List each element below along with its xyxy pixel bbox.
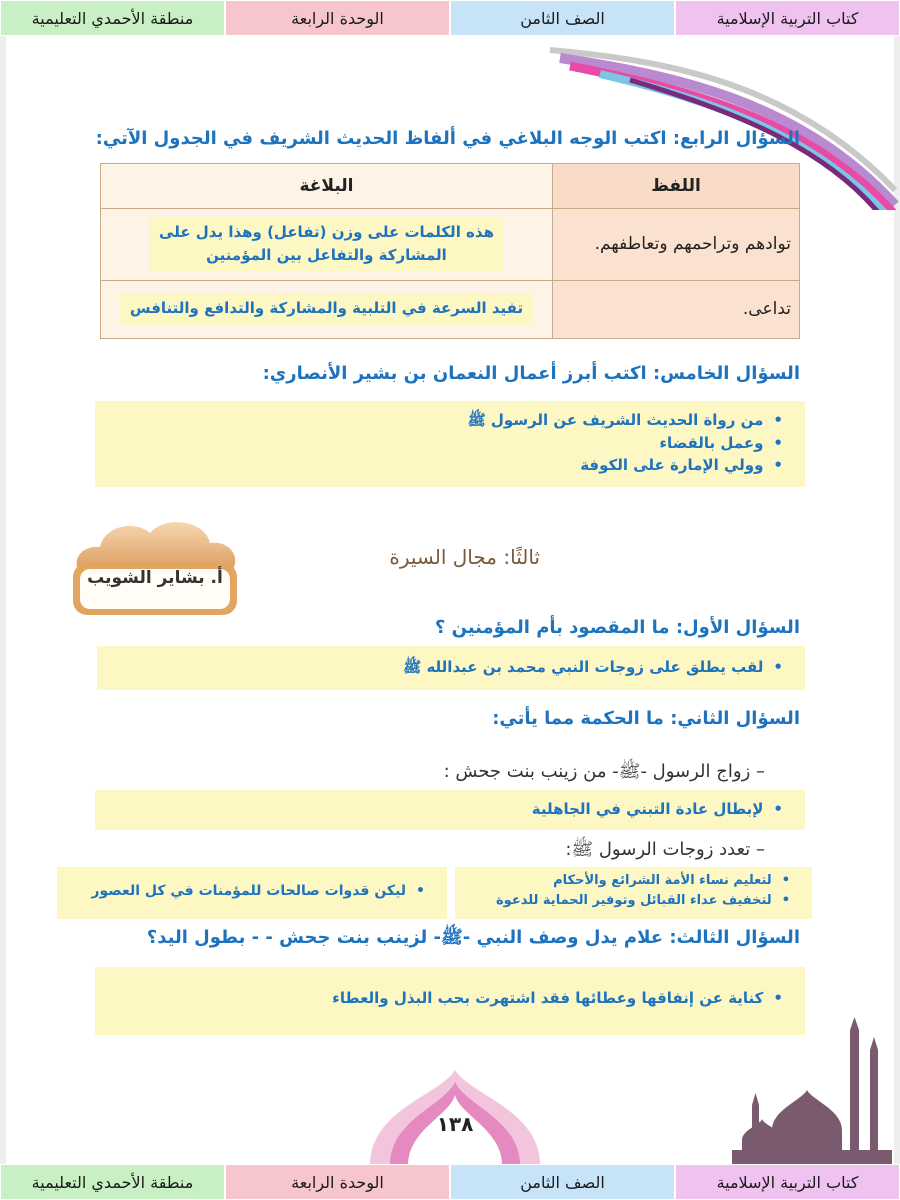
- row2-word: تداعى.: [553, 280, 800, 338]
- s2-sub2: – تعدد زوجات الرسول ﷺ:: [565, 839, 765, 860]
- section-title: ثالثًا: مجال السيرة: [389, 545, 540, 569]
- header-region: منطقة الأحمدي التعليمية: [0, 0, 225, 36]
- list-item: • وعمل بالقضاء: [95, 432, 783, 455]
- footer-grade: الصف الثامن: [450, 1164, 675, 1200]
- q4-title: السؤال الرابع: اكتب الوجه البلاغي في ألفاظ الحديث الشريف في الجدول الآتي:: [95, 128, 800, 149]
- list-item: • كناية عن إنفاقها وعطائها فقد اشتهرت بحب البذل والعطاء: [95, 987, 783, 1010]
- col-word-header: اللفظ: [553, 164, 800, 209]
- s1-title: السؤال الأول: ما المقصود بأم المؤمنين ؟: [434, 617, 800, 638]
- list-item: • لقب يطلق على زوجات النبي محمد بن عبدالله ﷺ: [97, 656, 783, 679]
- list-item: • ليكن قدوات صالحات للمؤمنات في كل العصور: [57, 881, 425, 902]
- col-balagha-header: البلاغة: [101, 164, 553, 209]
- author-name: أ. بشاير الشويب: [87, 568, 223, 588]
- footer-unit: الوحدة الرابعة: [225, 1164, 450, 1200]
- balagha-table: [100, 163, 800, 339]
- q5-answer-box: [95, 401, 805, 487]
- s2-sub1-answer-box: [95, 790, 805, 830]
- list-item: • من رواة الحديث الشريف عن الرسول ﷺ: [95, 409, 783, 432]
- s2-sub2-answers-right: [455, 867, 812, 919]
- row1-answer-line2: المشاركة والتفاعل بين المؤمنين: [206, 246, 447, 265]
- list-item: • لتخفيف عداء القبائل وتوفير الحماية للدعوة: [455, 891, 790, 911]
- page-number: ١٣٨: [436, 1112, 474, 1136]
- s2-sub2-answers-left: [57, 867, 447, 919]
- top-header: [0, 0, 900, 36]
- q5-title: السؤال الخامس: اكتب أبرز أعمال النعمان بن بشير الأنصاري:: [262, 363, 800, 384]
- s2-sub1: – زواج الرسول -ﷺ- من زينب بنت جحش :: [443, 761, 765, 782]
- header-grade: الصف الثامن: [450, 0, 675, 36]
- table-row: [101, 209, 800, 281]
- s1-answer-box: [97, 646, 805, 690]
- header-unit: الوحدة الرابعة: [225, 0, 450, 36]
- table-row: [101, 280, 800, 338]
- list-item: • لتعليم نساء الأمة الشرائع والأحكام: [455, 871, 790, 891]
- left-border: [0, 36, 6, 1164]
- row1-answer-line1: هذه الكلمات على وزن (تفاعل) وهذا يدل على: [159, 223, 494, 241]
- bottom-header: [0, 1164, 900, 1200]
- row2-answer: تفيد السرعة في التلبية والمشاركة والتدافع والتنافس: [120, 293, 533, 324]
- row1-word: توادهم وتراحمهم وتعاطفهم.: [553, 209, 800, 281]
- s3-answer-box: [95, 967, 805, 1035]
- header-book: كتاب التربية الإسلامية: [675, 0, 900, 36]
- s2-title: السؤال الثاني: ما الحكمة مما يأتي:: [492, 708, 800, 729]
- table-header-row: [101, 164, 800, 209]
- footer-book: كتاب التربية الإسلامية: [675, 1164, 900, 1200]
- row1-answer: [149, 217, 504, 272]
- list-item: • لإبطال عادة التبني في الجاهلية: [95, 798, 783, 821]
- footer-region: منطقة الأحمدي التعليمية: [0, 1164, 225, 1200]
- mosque-silhouette: [732, 1015, 892, 1165]
- s3-title: السؤال الثالث: علام يدل وصف النبي -ﷺ- لزينب بنت جحش - - بطول اليد؟: [146, 927, 800, 948]
- list-item: • وولي الإمارة على الكوفة: [95, 454, 783, 477]
